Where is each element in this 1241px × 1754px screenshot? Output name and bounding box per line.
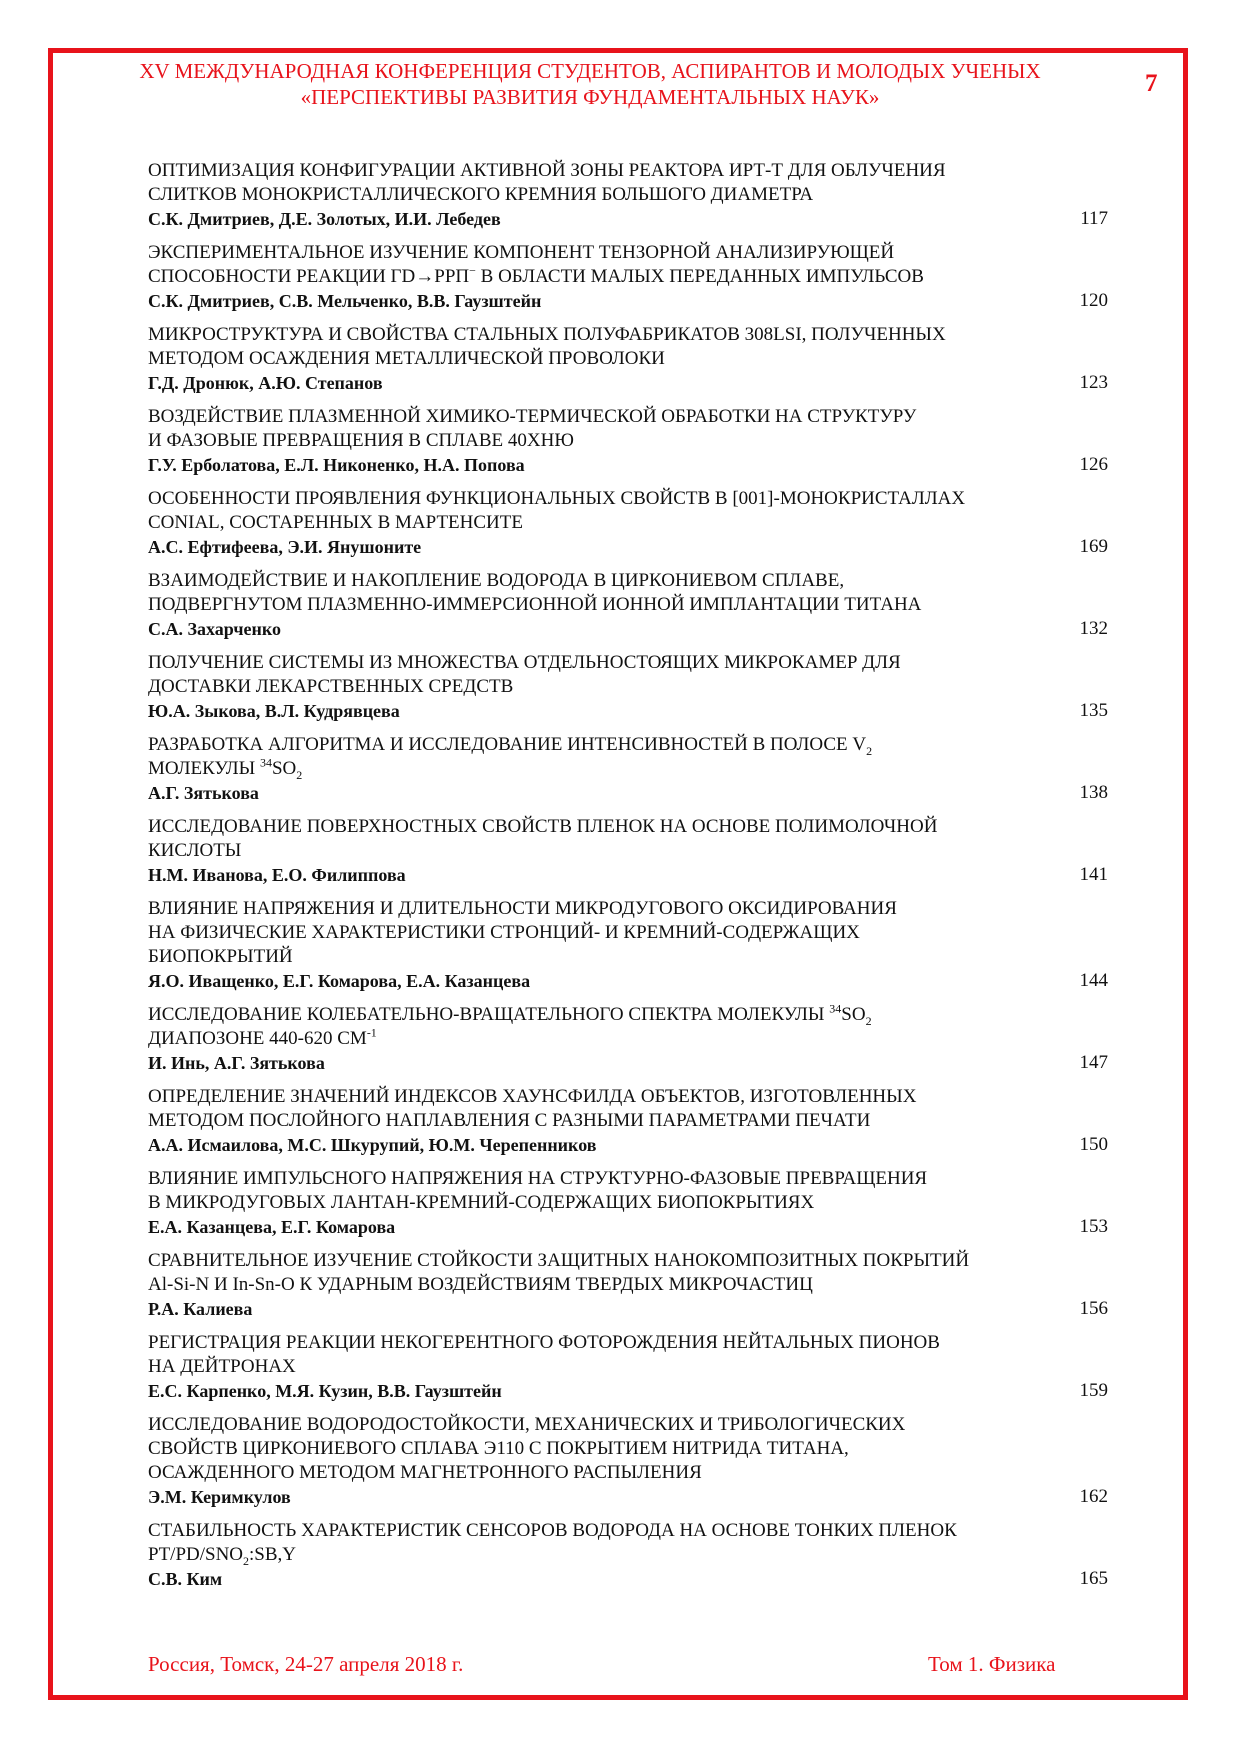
entry-page: 153 (1079, 1216, 1108, 1237)
toc-entry (148, 323, 1108, 395)
entry-title: ИССЛЕДОВАНИЕ ВОДОРОДОСТОЙКОСТИ, МЕХАНИЧЕСКИХ И ТРИБОЛОГИЧЕСКИХ СВОЙСТВ ЦИРКОНИЕВОГО СПЛАВА Э110 С ПОКРЫТИЕМ НИТРИДА ТИТАНА, ОСАЖДЕННОГО МЕТОДОМ МАГНЕТРОННОГО РАСПЫЛЕНИЯ (148, 1414, 906, 1483)
entry-authors: Э.М. Керимкулов (148, 1487, 291, 1507)
entry-authors: С.К. Дмитриев, С.В. Мельченко, В.В. Гаузштейн (148, 291, 542, 311)
toc-entry (148, 1003, 1108, 1075)
entry-authors: С.К. Дмитриев, Д.Е. Золотых, И.И. Лебедев (148, 209, 501, 229)
toc-entry (148, 241, 1108, 313)
entry-authors: А.А. Исмаилова, М.С. Шкурупий, Ю.М. Черепенников (148, 1135, 597, 1155)
entry-page: 120 (1079, 290, 1108, 311)
entry-authors: Г.У. Ерболатова, Е.Л. Никоненко, Н.А. Попова (148, 455, 525, 475)
toc-entry (148, 405, 1108, 477)
toc-entry (148, 1331, 1108, 1403)
toc-entry (148, 159, 1108, 231)
entry-page: 169 (1079, 536, 1108, 557)
entry-page: 126 (1079, 454, 1108, 475)
toc-entry (148, 487, 1108, 559)
entry-title: ОПРЕДЕЛЕНИЕ ЗНАЧЕНИЙ ИНДЕКСОВ ХАУНСФИЛДА ОБЪЕКТОВ, ИЗГОТОВЛЕННЫХ МЕТОДОМ ПОСЛОЙНОГО НАПЛАВЛЕНИЯ С РАЗНЫМИ ПАРАМЕТРАМИ ПЕЧАТИ (148, 1086, 917, 1131)
entry-authors: Е.А. Казанцева, Е.Г. Комарова (148, 1217, 396, 1237)
entry-title: ПОЛУЧЕНИЕ СИСТЕМЫ ИЗ МНОЖЕСТВА ОТДЕЛЬНОСТОЯЩИХ МИКРОКАМЕР ДЛЯ ДОСТАВКИ ЛЕКАРСТВЕННЫХ СРЕДСТВ (148, 652, 901, 697)
conference-title (80, 58, 1100, 110)
entry-authors: Е.С. Карпенко, М.Я. Кузин, В.В. Гаузштейн (148, 1381, 502, 1401)
entry-authors: Г.Д. Дронюк, А.Ю. Степанов (148, 373, 383, 393)
entry-page: 132 (1079, 618, 1108, 639)
entry-title: РЕГИСТРАЦИЯ РЕАКЦИИ НЕКОГЕРЕНТНОГО ФОТОРОЖДЕНИЯ НЕЙТАЛЬНЫХ ПИОНОВ НА ДЕЙТРОНАХ (148, 1332, 940, 1377)
toc-entry (148, 815, 1108, 887)
entry-authors: Ю.А. Зыкова, В.Л. Кудрявцева (148, 701, 400, 721)
entry-authors: С.А. Захарченко (148, 619, 281, 639)
entry-title: ИССЛЕДОВАНИЕ КОЛЕБАТЕЛЬНО-ВРАЩАТЕЛЬНОГО СПЕКТРА МОЛЕКУЛЫ $^{34}SO_2$ ДИАПОЗОНЕ 440-620 $СМ^{-1}$ (148, 1001, 872, 1049)
entry-title: ИССЛЕДОВАНИЕ ПОВЕРХНОСТНЫХ СВОЙСТВ ПЛЕНОК НА ОСНОВЕ ПОЛИМОЛОЧНОЙ КИСЛОТЫ (148, 816, 938, 861)
entry-page: 144 (1079, 970, 1108, 991)
toc-entry (148, 1167, 1108, 1239)
entry-title: РАЗРАБОТКА АЛГОРИТМА И ИССЛЕДОВАНИЕ ИНТЕНСИВНОСТЕЙ В ПОЛОСЕ $V_2$ МОЛЕКУЛЫ $^{34}SO_2$ (148, 734, 873, 782)
entry-title: ВЗАИМОДЕЙСТВИЕ И НАКОПЛЕНИЕ ВОДОРОДА В ЦИРКОНИЕВОМ СПЛАВЕ, ПОДВЕРГНУТОМ ПЛАЗМЕННО-ИММЕРСИОННОЙ ИОННОЙ ИМПЛАНТАЦИИ ТИТАНА (148, 570, 922, 615)
entry-page: 138 (1079, 782, 1108, 803)
conference-title-line2: «ПЕРСПЕКТИВЫ РАЗВИТИЯ ФУНДАМЕНТАЛЬНЫХ НАУК» (300, 85, 880, 109)
entry-page: 135 (1079, 700, 1108, 721)
entry-authors: Я.О. Иващенко, Е.Г. Комарова, Е.А. Казанцева (148, 971, 531, 991)
toc-entry (148, 569, 1108, 641)
entry-authors: Н.М. Иванова, Е.О. Филиппова (148, 865, 406, 885)
entry-page: 150 (1079, 1134, 1108, 1155)
table-of-contents (148, 159, 1108, 1601)
page-number: 7 (1145, 70, 1158, 97)
entry-page: 117 (1080, 208, 1108, 229)
entry-title: ВЛИЯНИЕ НАПРЯЖЕНИЯ И ДЛИТЕЛЬНОСТИ МИКРОДУГОВОГО ОКСИДИРОВАНИЯ НА ФИЗИЧЕСКИЕ ХАРАКТЕРИСТИКИ СТРОНЦИЙ- И КРЕМНИЙ-СОДЕРЖАЩИХ БИОПОКРЫТИЙ (148, 898, 897, 967)
toc-entry (148, 897, 1108, 993)
entry-page: 156 (1079, 1298, 1108, 1319)
entry-title: СРАВНИТЕЛЬНОЕ ИЗУЧЕНИЕ СТОЙКОСТИ ЗАЩИТНЫХ НАНОКОМПОЗИТНЫХ ПОКРЫТИЙ Al-Si-N И In-Sn-O К УДАРНЫМ ВОЗДЕЙСТВИЯМ ТВЕРДЫХ МИКРОЧАСТИЦ (148, 1250, 970, 1295)
entry-title: МИКРОСТРУКТУРА И СВОЙСТВА СТАЛЬНЫХ ПОЛУФАБРИКАТОВ 308LSI, ПОЛУЧЕННЫХ МЕТОДОМ ОСАЖДЕНИЯ МЕТАЛЛИЧЕСКОЙ ПРОВОЛОКИ (148, 324, 946, 369)
entry-page: 123 (1079, 372, 1108, 393)
entry-title: ЭКСПЕРИМЕНТАЛЬНОЕ ИЗУЧЕНИЕ КОМПОНЕНТ ТЕНЗОРНОЙ АНАЛИЗИРУЮЩЕЙ СПОСОБНОСТИ РЕАКЦИИ ΓD→ΡΡΠ− В ОБЛАСТИ МАЛЫХ ПЕРЕДАННЫХ ИМПУЛЬСОВ (148, 242, 924, 287)
entry-title: СТАБИЛЬНОСТЬ ХАРАКТЕРИСТИК СЕНСОРОВ ВОДОРОДА НА ОСНОВЕ ТОНКИХ ПЛЕНОК $PT/PD/SNO_2:SB,Y$ (148, 1520, 957, 1568)
footer-volume: Том 1. Физика (928, 1652, 1056, 1676)
entry-title: ВОЗДЕЙСТВИЕ ПЛАЗМЕННОЙ ХИМИКО-ТЕРМИЧЕСКОЙ ОБРАБОТКИ НА СТРУКТУРУ И ФАЗОВЫЕ ПРЕВРАЩЕНИЯ В СПЛАВЕ 40ХНЮ (148, 406, 917, 451)
entry-authors: С.В. Ким (148, 1569, 223, 1589)
toc-entry (148, 651, 1108, 723)
conference-title-line1: XV МЕЖДУНАРОДНАЯ КОНФЕРЕНЦИЯ СТУДЕНТОВ, АСПИРАНТОВ И МОЛОДЫХ УЧЕНЫХ (139, 59, 1041, 83)
entry-authors: Р.А. Калиева (148, 1299, 253, 1319)
entry-authors: И. Инь, А.Г. Зятькова (148, 1053, 325, 1073)
entry-page: 159 (1079, 1380, 1108, 1401)
toc-entry (148, 1249, 1108, 1321)
toc-entry (148, 1413, 1108, 1509)
entry-authors: А.С. Ефтифеева, Э.И. Янушоните (148, 537, 422, 557)
toc-entry (148, 1519, 1108, 1591)
entry-authors: А.Г. Зятькова (148, 783, 259, 803)
entry-page: 141 (1079, 864, 1108, 885)
entry-page: 147 (1079, 1052, 1108, 1073)
toc-entry (148, 733, 1108, 805)
entry-title: ОПТИМИЗАЦИЯ КОНФИГУРАЦИИ АКТИВНОЙ ЗОНЫ РЕАКТОРА ИРТ-Т ДЛЯ ОБЛУЧЕНИЯ СЛИТКОВ МОНОКРИСТАЛЛИЧЕСКОГО КРЕМНИЯ БОЛЬШОГО ДИАМЕТРА (148, 160, 946, 205)
entry-page: 162 (1079, 1486, 1108, 1507)
entry-title: ОСОБЕННОСТИ ПРОЯВЛЕНИЯ ФУНКЦИОНАЛЬНЫХ СВОЙСТВ В [001]-МОНОКРИСТАЛЛАХ CONIAL, СОСТАРЕННЫХ В МАРТЕНСИТЕ (148, 488, 966, 533)
entry-title: ВЛИЯНИЕ ИМПУЛЬСНОГО НАПРЯЖЕНИЯ НА СТРУКТУРНО-ФАЗОВЫЕ ПРЕВРАЩЕНИЯ В МИКРОДУГОВЫХ ЛАНТАН-КРЕМНИЙ-СОДЕРЖАЩИХ БИОПОКРЫТИЯХ (148, 1168, 928, 1213)
entry-page: 165 (1079, 1568, 1108, 1589)
footer-location-date: Россия, Томск, 24-27 апреля 2018 г. (148, 1652, 464, 1676)
toc-entry (148, 1085, 1108, 1157)
